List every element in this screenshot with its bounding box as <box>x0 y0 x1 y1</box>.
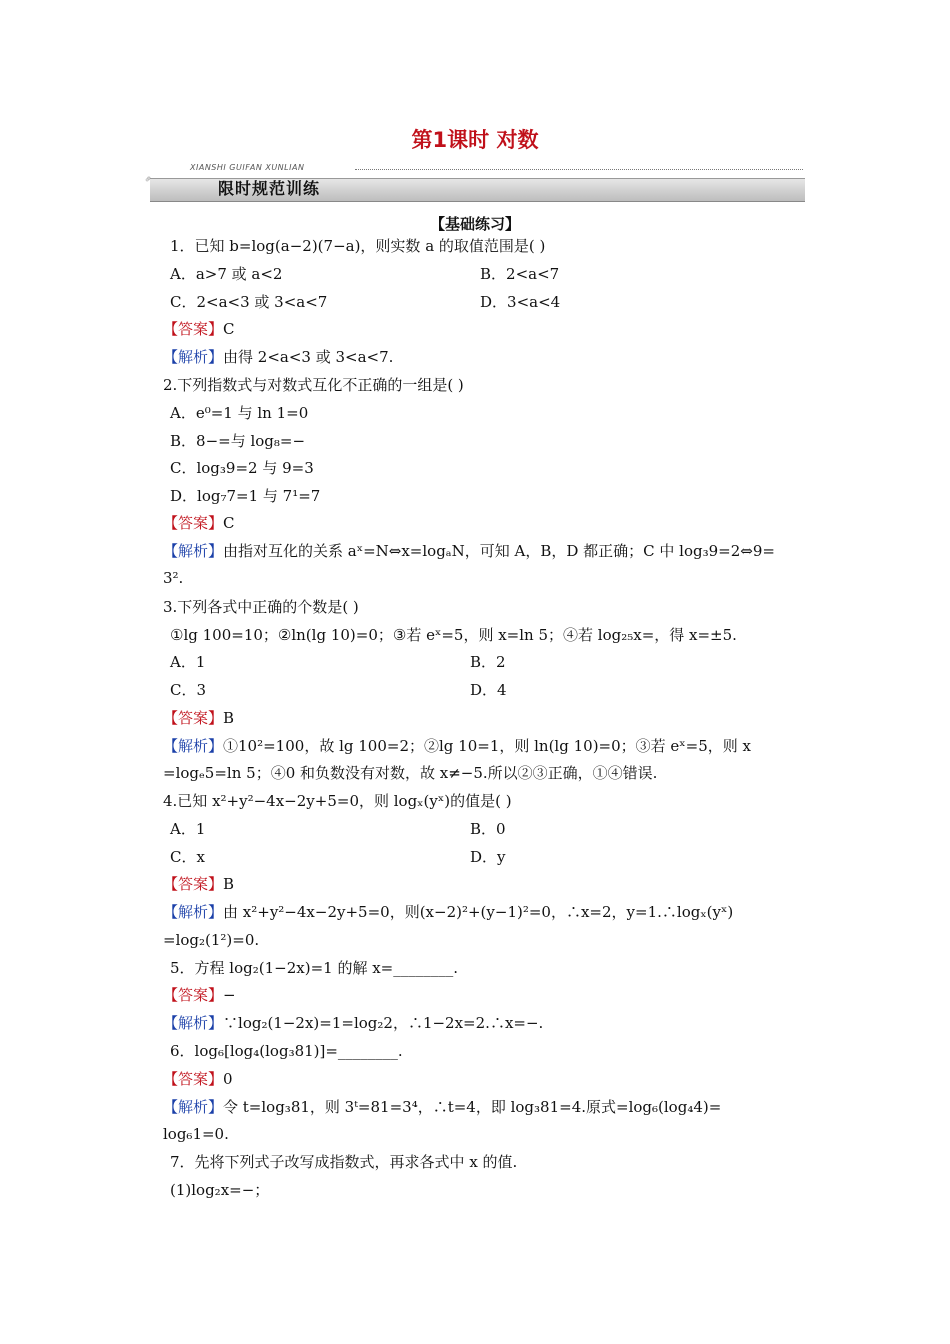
q2-option-b: B．8−=与 log₈=− <box>170 432 306 450</box>
analysis-label: 【解析】 <box>163 348 224 366</box>
answer-label: 【答案】 <box>163 986 224 1004</box>
q1-option-d: D．3<a<4 <box>480 293 561 311</box>
q6-analysis-text: 令 t=log₃81，则 3ᵗ=81=3⁴，∴t=4，即 log₃81=4.原式=log₆(log₄4)= <box>223 1098 722 1116</box>
q5-analysis-text: ∵log₂(1−2x)=1=log₂2，∴1−2x=2.∴x=−. <box>223 1014 544 1032</box>
section-heading: 【基础练习】 <box>429 215 520 233</box>
q2-answer <box>163 512 235 534</box>
q6-analysis-cont: log₆1=0. <box>163 1125 229 1143</box>
q2-option-d: D．log₇7=1 与 7¹=7 <box>170 487 321 505</box>
q4-analysis <box>163 901 733 923</box>
answer-label: 【答案】 <box>163 709 224 727</box>
q6-analysis <box>163 1096 721 1118</box>
q2-analysis-cont: 3². <box>163 569 184 587</box>
answer-label: 【答案】 <box>163 875 224 893</box>
q1-option-c: C．2<a<3 或 3<a<7 <box>170 293 328 311</box>
q4-answer <box>163 873 234 895</box>
q3-answer-value: B <box>223 709 235 727</box>
analysis-label: 【解析】 <box>163 737 224 755</box>
q3-option-a: A．1 <box>170 653 206 671</box>
q3-analysis-cont: =logₑ5=ln 5；④0 和负数没有对数，故 x≠−5.所以②③正确，①④错误. <box>163 764 658 782</box>
q1-option-a: A．a>7 或 a<2 <box>170 265 283 283</box>
q6-answer <box>163 1068 233 1090</box>
q1-answer <box>163 318 235 340</box>
q4-option-d: D．y <box>470 848 506 866</box>
q3-option-b: B．2 <box>470 653 506 671</box>
q3-answer <box>163 707 234 729</box>
q3-analysis-text: ①10²=100，故 lg 100=2；②lg 10=1，则 ln(lg 10)=0；③若 eˣ=5，则 x <box>223 737 751 755</box>
q4-option-c: C．x <box>170 848 205 866</box>
answer-label: 【答案】 <box>163 320 224 338</box>
q2-answer-value: C <box>223 514 235 532</box>
q2-analysis-text: 由指对互化的关系 aˣ=N⇔x=logₐN，可知 A，B，D 都正确；C 中 log₃9=2⇔9= <box>223 542 775 560</box>
q1-stem: 1．已知 b=log(a−2)(7−a)，则实数 a 的取值范围是( ) <box>170 237 546 255</box>
analysis-label: 【解析】 <box>163 542 224 560</box>
q5-stem: 5．方程 log₂(1−2x)=1 的解 x=________. <box>170 959 459 977</box>
q2-option-c: C．log₃9=2 与 9=3 <box>170 459 314 477</box>
q6-stem: 6．log₆[log₄(log₃81)]=________. <box>170 1042 403 1060</box>
q5-analysis <box>163 1012 543 1034</box>
q7-sub1: (1)log₂x=−； <box>170 1181 270 1199</box>
q1-option-b: B．2<a<7 <box>480 265 560 283</box>
q4-analysis-text: 由 x²+y²−4x−2y+5=0，则(x−2)²+(y−1)²=0，∴x=2，y=1.∴logₓ(yˣ) <box>223 903 734 921</box>
q3-stem: 3.下列各式中正确的个数是( ) <box>163 598 359 616</box>
banner-divider <box>355 169 803 170</box>
answer-label: 【答案】 <box>163 514 224 532</box>
q4-option-b: B．0 <box>470 820 506 838</box>
q1-analysis-text: 由得 2<a<3 或 3<a<7. <box>223 348 394 366</box>
analysis-label: 【解析】 <box>163 1014 224 1032</box>
q4-answer-value: B <box>223 875 235 893</box>
q4-stem: 4.已知 x²+y²−4x−2y+5=0，则 logₓ(yˣ)的值是( ) <box>163 792 512 810</box>
q2-option-a: A．e⁰=1 与 ln 1=0 <box>170 404 309 422</box>
q3-option-c: C．3 <box>170 681 207 699</box>
q3-analysis <box>163 735 751 757</box>
q5-answer <box>163 984 236 1006</box>
q4-option-a: A．1 <box>170 820 206 838</box>
q2-analysis <box>163 540 775 562</box>
q6-answer-value: 0 <box>223 1070 233 1088</box>
q3-option-d: D．4 <box>470 681 507 699</box>
page-title: 第1课时 对数 <box>411 128 539 152</box>
q3-items: ①lg 100=10；②ln(lg 10)=0；③若 eˣ=5，则 x=ln 5；④若 log₂₅x=，得 x=±5. <box>170 626 737 644</box>
analysis-label: 【解析】 <box>163 903 224 921</box>
q1-analysis <box>163 346 393 368</box>
banner-heading: 限时规范训练 <box>218 179 321 198</box>
answer-label: 【答案】 <box>163 1070 224 1088</box>
q5-answer-value: − <box>223 986 236 1004</box>
q7-stem: 7．先将下列式子改写成指数式，再求各式中 x 的值. <box>170 1153 518 1171</box>
analysis-label: 【解析】 <box>163 1098 224 1116</box>
q1-answer-value: C <box>223 320 235 338</box>
banner-subtitle: XIANSHI GUIFAN XUNLIAN <box>190 163 305 172</box>
q2-stem: 2.下列指数式与对数式互化不正确的一组是( ) <box>163 376 464 394</box>
q4-analysis-cont: =log₂(1²)=0. <box>163 931 260 949</box>
